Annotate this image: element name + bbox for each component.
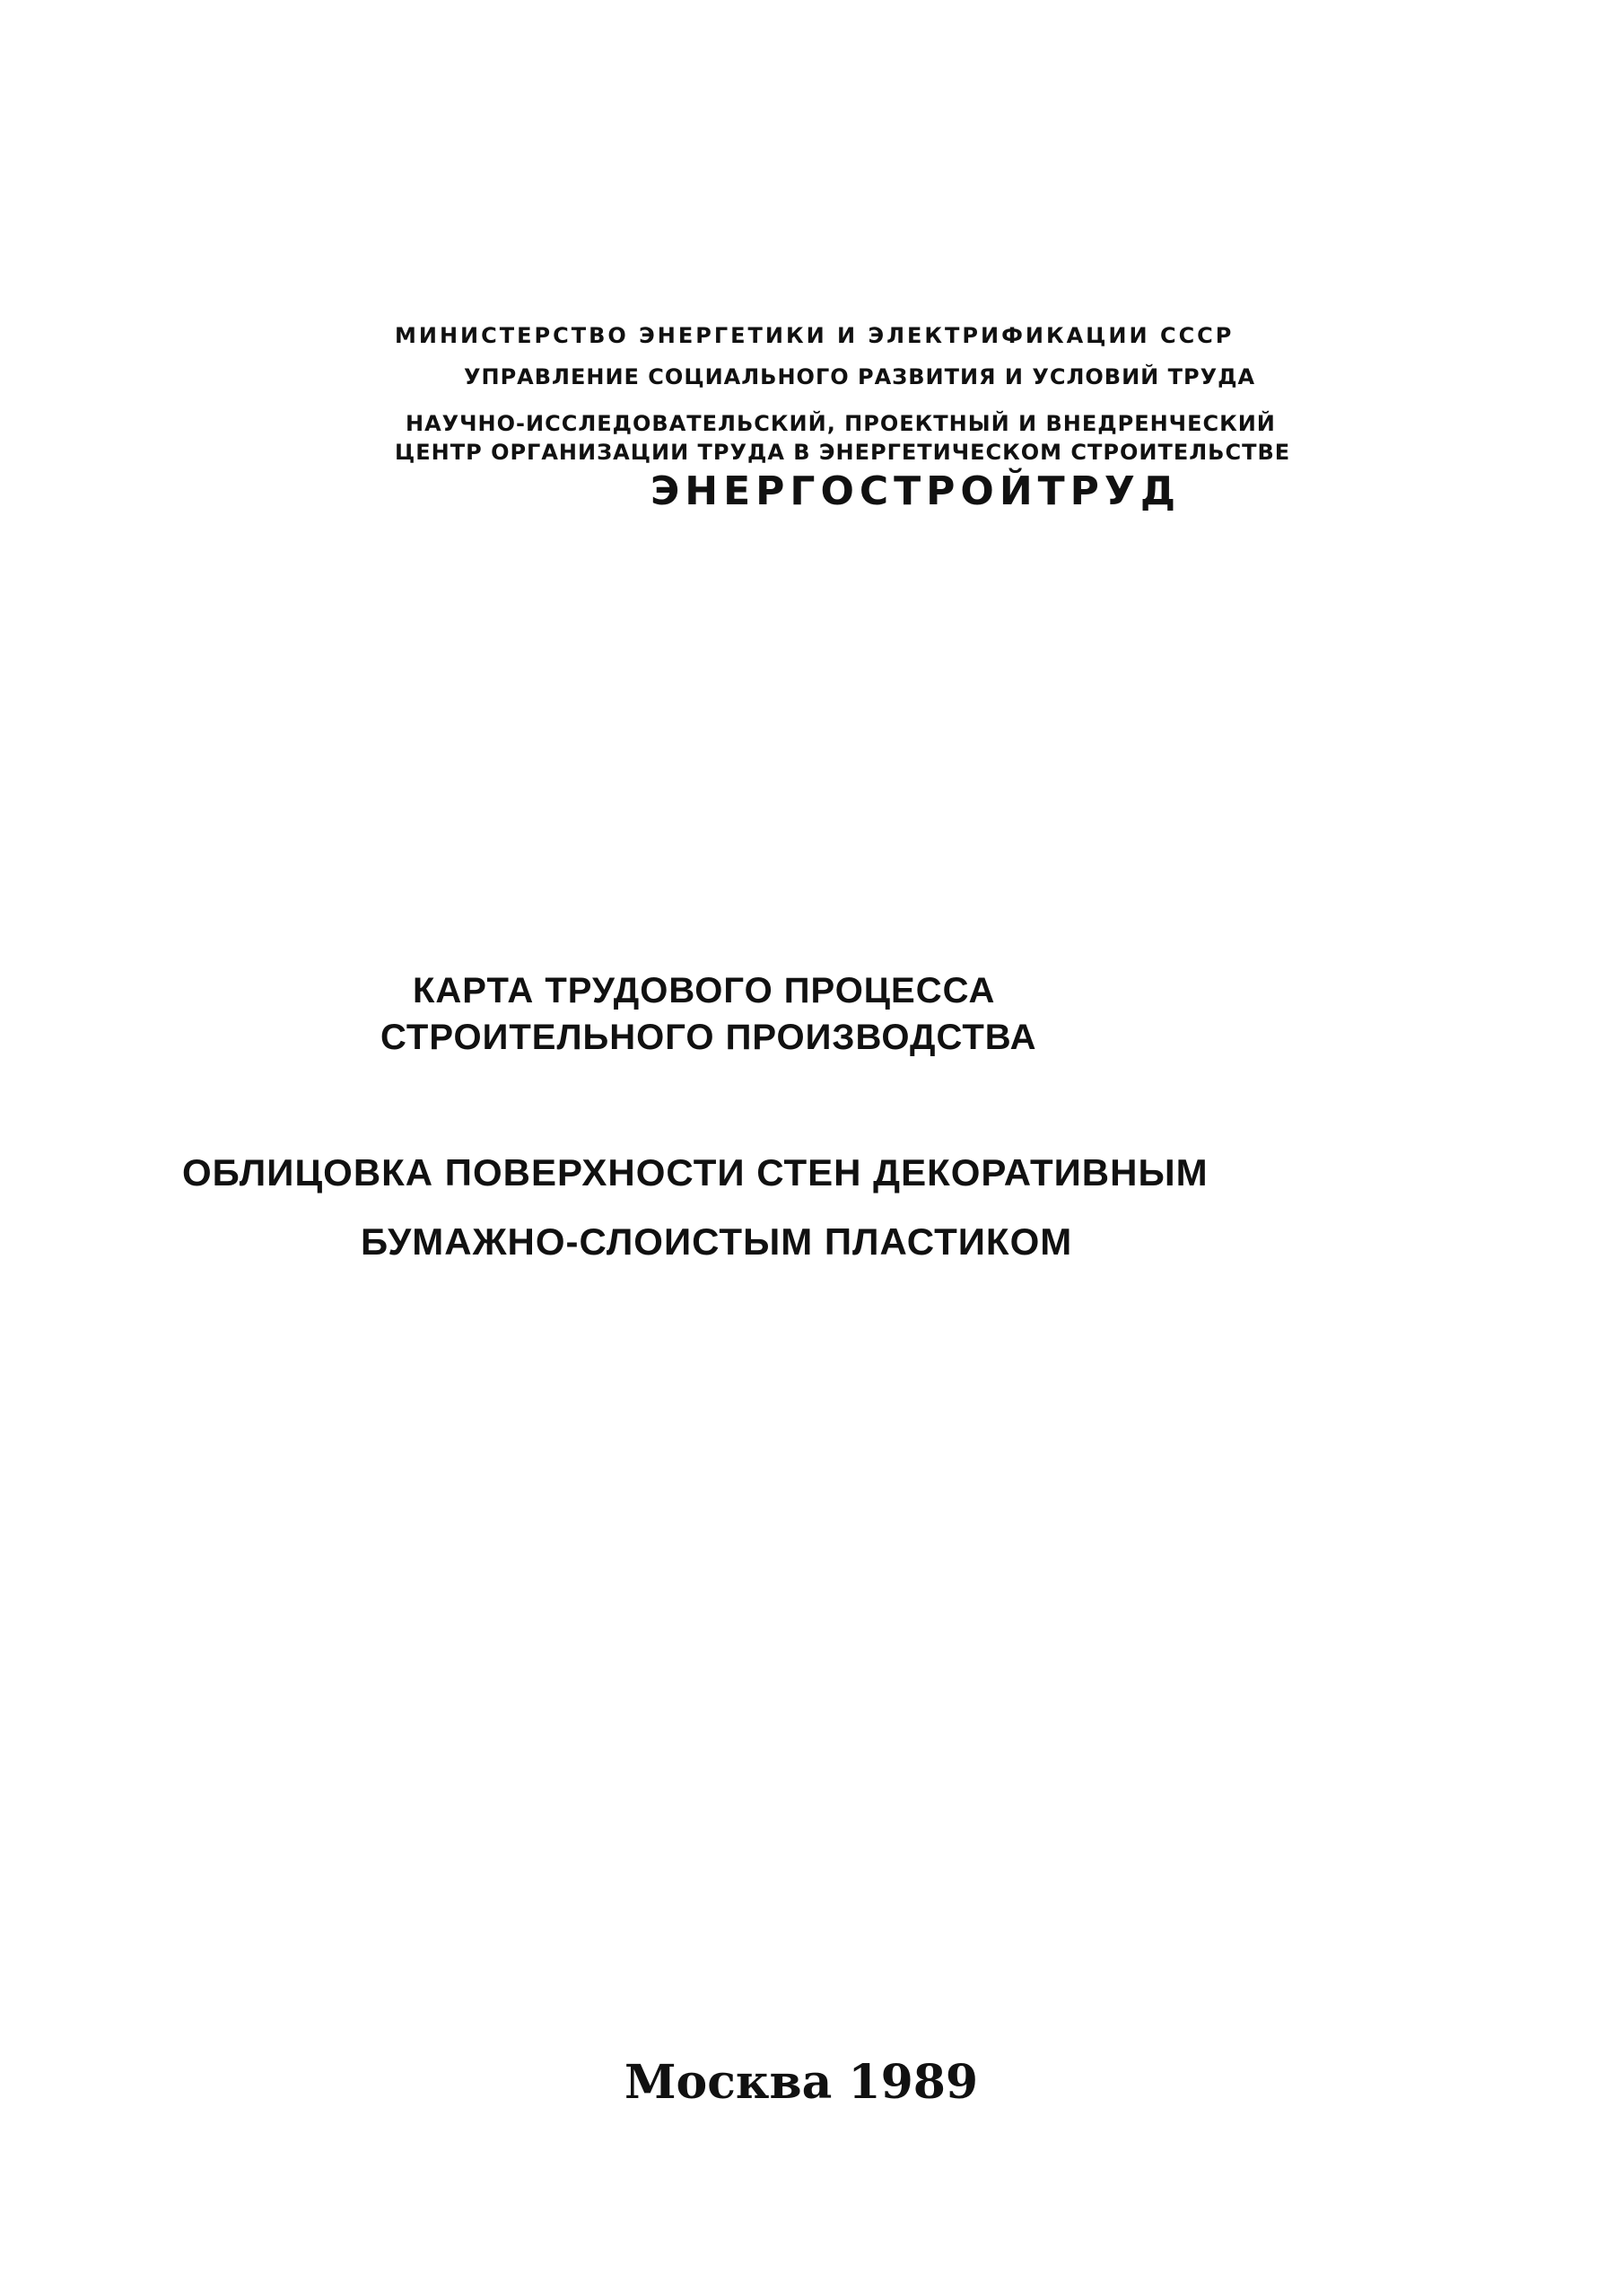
ministry-name: МИНИСТЕРСТВО ЭНЕРГЕТИКИ И ЭЛЕКТРИФИКАЦИИ СССР	[395, 323, 1235, 348]
center-name-line-1: НАУЧНО-ИССЛЕДОВАТЕЛЬСКИЙ, ПРОЕКТНЫЙ И ВНЕДРЕНЧЕСКИЙ	[406, 411, 1276, 436]
document-title-line-1: КАРТА ТРУДОВОГО ПРОЦЕССА	[413, 971, 996, 1010]
document-subject-line-2: БУМАЖНО-СЛОИСТЫМ ПЛАСТИКОМ	[361, 1220, 1073, 1263]
organization-name: ЭНЕРГОСТРОЙТРУД	[650, 468, 1182, 514]
department-name: УПРАВЛЕНИЕ СОЦИАЛЬНОГО РАЗВИТИЯ И УСЛОВИЙ ТРУДА	[464, 364, 1256, 389]
document-title-line-2: СТРОИТЕЛЬНОГО ПРОИЗВОДСТВА	[380, 1018, 1037, 1057]
center-name-line-2: ЦЕНТР ОРГАНИЗАЦИИ ТРУДА В ЭНЕРГЕТИЧЕСКОМ СТРОИТЕЛЬСТВЕ	[395, 440, 1291, 465]
imprint-place-year: Москва 1989	[624, 2055, 979, 2110]
document-subject-line-1: ОБЛИЦОВКА ПОВЕРХНОСТИ СТЕН ДЕКОРАТИВНЫМ	[182, 1151, 1209, 1194]
